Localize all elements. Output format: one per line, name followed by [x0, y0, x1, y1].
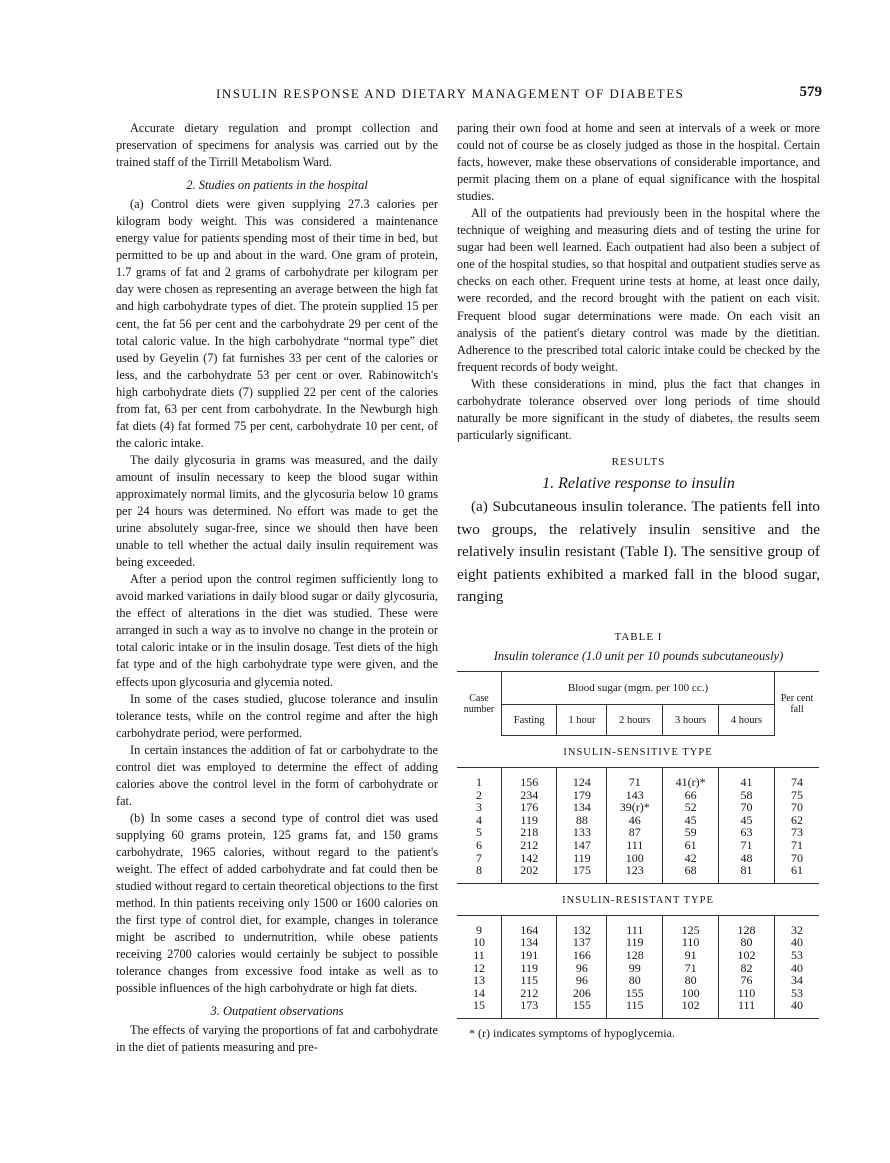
table-cell: 137 [557, 936, 607, 949]
table-cell: 175 [557, 864, 607, 883]
table-cell: 80 [663, 974, 719, 987]
table-cell: 110 [737, 985, 756, 1000]
running-header [116, 86, 822, 108]
table-cell: 71 [775, 839, 820, 852]
column-header-2-hours: 2 hours [607, 705, 663, 736]
paragraph: With these considerations in mind, plus the fact that changes in carbohydrate tolerance observed over long periods of time should naturally be more significant in the study of diabetes, the results seem particularly significant. [457, 376, 820, 442]
table-cell: 119 [502, 814, 557, 827]
left-column [116, 120, 438, 1057]
table-cell: 70 [775, 852, 820, 865]
table-row [457, 768, 819, 789]
paragraph: All of the outpatients had previously been in the hospital where the technique of weighing and measuring diets and of testing the urine for sugar had been well learned. Each outpatient had also been a subject of one of the hospital studies, so that hospital and outpatient studies serve as checks on each other. Frequent urine tests at home, at least once daily, were recorded, and the record brought with the patient on each visit. Frequent blood sugar determinations were made. On each visit an analysis of the patient's dietary control was made by the dietitian. Adherence to the prescribed total caloric intake could be checked by the frequent records of body weight. [457, 206, 820, 374]
table-cell: 202 [502, 864, 557, 883]
column-header-fasting: Fasting [502, 705, 557, 736]
column-header-percent-fall: Per cent fall [775, 672, 820, 736]
table-cell: 102 [663, 999, 719, 1018]
table-cell: 40 [775, 936, 820, 949]
table-cell: 111 [607, 915, 663, 936]
table-cell: 82 [740, 960, 753, 975]
table-cell: 110 [663, 936, 719, 949]
table-cell: 11 [457, 949, 502, 962]
paragraph: Accurate dietary regulation and prompt collection and preservation of specimens for analysis was carried out by the trained staff of the Tirrill Metabolism Ward. [116, 121, 438, 170]
table-cell: 164 [502, 915, 557, 936]
table-cell: 128 [737, 922, 756, 937]
table-cell: 66 [663, 789, 719, 802]
table-cell: 73 [775, 826, 820, 839]
table-cell: 53 [775, 949, 820, 962]
table-cell: 41 [740, 775, 753, 790]
table-cell: 147 [557, 839, 607, 852]
table-cell: 13 [457, 974, 502, 987]
table-cell: 234 [502, 789, 557, 802]
table-cell: 14 [457, 987, 502, 1000]
page-number: 579 [799, 84, 822, 100]
table-cell: 5 [457, 826, 502, 839]
column-header-1-hour: 1 hour [557, 705, 607, 736]
table-cell: 71 [607, 768, 663, 789]
table-cell: 134 [502, 936, 557, 949]
table-cell: 53 [775, 987, 820, 1000]
table-cell: 61 [663, 839, 719, 852]
subsection-heading: 1. Relative response to insulin [542, 474, 735, 492]
table-cell: 111 [719, 999, 775, 1018]
table-cell: 46 [607, 814, 663, 827]
table-cell: 45 [663, 814, 719, 827]
table-cell: 96 [557, 974, 607, 987]
column-header-case: Case number [457, 672, 502, 736]
table-cell: 100 [663, 987, 719, 1000]
table-cell: 155 [607, 987, 663, 1000]
table-cell: 61 [775, 864, 820, 883]
table-cell: 166 [557, 949, 607, 962]
table-row [457, 999, 819, 1018]
paragraph: In certain instances the addition of fat or carbohydrate to the control diet was employed to determine the effect of adding calories above the control level in the form of carbohydrate or fat. [116, 742, 438, 808]
table-cell: 88 [557, 814, 607, 827]
right-column [457, 120, 820, 1042]
table-cell: 6 [457, 839, 502, 852]
table-cell: 80 [740, 935, 753, 950]
paragraph: The effects of varying the proportions of fat and carbohydrate in the diet of patients measuring and pre- [116, 1023, 438, 1055]
table-cell: 68 [663, 864, 719, 883]
table-cell: 134 [557, 801, 607, 814]
table-cell: 125 [663, 915, 719, 936]
table-cell: 70 [740, 800, 753, 815]
table-cell: 218 [502, 826, 557, 839]
table-cell: 62 [775, 814, 820, 827]
table-cell: 80 [607, 974, 663, 987]
table-cell: 191 [502, 949, 557, 962]
table-cell: 48 [740, 850, 753, 865]
insulin-tolerance-table [457, 671, 819, 1019]
section-heading: 3. Outpatient observations [210, 1004, 344, 1019]
column-header-blood-sugar: Blood sugar (mgm. per 100 cc.) [502, 672, 775, 705]
table-cell: 4 [457, 814, 502, 827]
table-cell: 102 [737, 948, 756, 963]
table-cell: 206 [557, 987, 607, 1000]
results-heading: RESULTS [611, 455, 666, 468]
table-cell: 156 [502, 768, 557, 789]
table-row [457, 864, 819, 883]
table-cell: 132 [557, 915, 607, 936]
table-row [457, 801, 819, 814]
table-cell: 133 [557, 826, 607, 839]
table-cell: 111 [607, 839, 663, 852]
table-title: Insulin tolerance (1.0 unit per 10 pounds subcutaneously) [493, 649, 784, 663]
table-cell: 100 [607, 852, 663, 865]
group-header-sensitive: INSULIN-SENSITIVE TYPE [457, 736, 819, 768]
group-header-resistant: INSULIN-RESISTANT TYPE [457, 883, 819, 915]
table-cell: 70 [775, 801, 820, 814]
table-row [457, 839, 819, 852]
table-cell: 59 [663, 826, 719, 839]
table-cell: 75 [775, 789, 820, 802]
column-header-4-hours: 4 hours [719, 705, 775, 736]
table-cell: 143 [607, 789, 663, 802]
table-cell: 45 [740, 812, 753, 827]
column-header-3-hours: 3 hours [663, 705, 719, 736]
table-cell: 8 [457, 864, 502, 883]
table-cell: 76 [740, 973, 753, 988]
paragraph: paring their own food at home and seen at intervals of a week or more could not of course be as closely judged as those in the hospital. Certain facts, however, make these observations of considerable importance, and permit placing them on a plane of equal significance with the hospital studies. [457, 121, 820, 204]
paragraph: The daily glycosuria in grams was measured, and the daily amount of insulin necessary to keep the blood sugar within approximately normal limits, and the glycosuria below 10 grams per 24 hours was determined. No effort was made to get the urine absolutely sugar-free, since we should then have been unable to tell whether the actual daily insulin requirement was being exceeded. [116, 452, 438, 570]
table-cell: 155 [557, 999, 607, 1018]
table-cell: 119 [502, 962, 557, 975]
table-cell: 173 [502, 999, 557, 1018]
table-cell: 3 [457, 801, 502, 814]
table-cell: 91 [663, 949, 719, 962]
table-cell: 212 [502, 987, 557, 1000]
table-cell: 39(r)* [607, 801, 663, 814]
table-cell: 12 [457, 962, 502, 975]
table-cell: 81 [719, 864, 775, 883]
table-cell: 99 [607, 962, 663, 975]
paragraph: (a) Subcutaneous insulin tolerance. The patients fell into two groups, the relatively insulin sensitive and the relatively insulin resistant (Table I). The sensitive group of eight patients exhibited a marked fall in the blood sugar, ranging [457, 497, 820, 606]
paragraph: After a period upon the control regimen sufficiently long to avoid marked variations in daily blood sugar or daily glycosuria, the effect of alterations in the diet was studied. These were arranged in such a way as to involve no change in the protein or total caloric intake or in the insulin dosage. Test diets of the high fat type and of the high carbohydrate type were given, and the effects upon glycosuria and glycemia noted. [116, 572, 438, 689]
table-cell: 119 [557, 852, 607, 865]
table-cell: 52 [663, 801, 719, 814]
table-cell: 176 [502, 801, 557, 814]
table-cell: 212 [502, 839, 557, 852]
table-cell: 2 [457, 789, 502, 802]
table-cell: 32 [775, 915, 820, 936]
table-caption: TABLE I [614, 630, 663, 643]
table-cell: 74 [775, 768, 820, 789]
table-cell: 10 [457, 936, 502, 949]
table-cell: 71 [663, 962, 719, 975]
table-cell: 41(r)* [663, 768, 719, 789]
table-cell: 40 [775, 999, 820, 1018]
table-cell: 142 [502, 852, 557, 865]
table-cell: 119 [607, 936, 663, 949]
paragraph: (b) In some cases a second type of control diet was used supplying 60 grams protein, 125 grams fat, and 150 grams carbohydrate, 1965 calories, without regard to the patient's weight. The effect of added carbohydrate and fat could then be studied without regard to certain theoretical objections to the first method. In thin patients receiving only 1500 or 1600 calories on the first type of control diet, for example, changes in tolerance might be ascribed to undernutrition, while obese patients receiving 2700 calories would certainly be subject to possible tolerance changes from excessive food intake as well as to possible influences of the high carbohydrate or high fat diets. [116, 810, 439, 996]
table-cell: 128 [607, 949, 663, 962]
table-cell: 96 [557, 962, 607, 975]
table-cell: 179 [557, 789, 607, 802]
table-cell: 123 [607, 864, 663, 883]
table-cell: 15 [457, 999, 502, 1018]
table-cell: 58 [740, 787, 753, 802]
table-cell: 63 [740, 825, 753, 840]
table-cell: 34 [775, 974, 820, 987]
table-cell: 87 [607, 826, 663, 839]
table-footnote: * (r) indicates symptoms of hypoglycemia. [469, 1026, 675, 1041]
section-heading: 2. Studies on patients in the hospital [186, 178, 368, 193]
running-title: INSULIN RESPONSE AND DIETARY MANAGEMENT OF DIABETES [216, 86, 685, 101]
table-cell: 115 [502, 974, 557, 987]
table-cell: 42 [663, 852, 719, 865]
table-row [457, 949, 819, 962]
table-cell: 115 [607, 999, 663, 1018]
table-cell: 7 [457, 852, 502, 865]
table-cell: 1 [457, 768, 502, 789]
table-cell: 9 [457, 915, 502, 936]
paragraph: In some of the cases studied, glucose tolerance and insulin tolerance tests, while on the control regime and after the high carbohydrate period, were performed. [116, 691, 438, 740]
table-cell: 71 [740, 838, 753, 853]
table-row [457, 915, 819, 936]
table-cell: 124 [557, 768, 607, 789]
paragraph: (a) Control diets were given supplying 27.3 calories per kilogram body weight. This was considered a maintenance energy value for patients spending most of their time in bed, but permitted to be up and about in the ward. One gram of protein, 1.7 grams of fat and 2 grams of carbohydrate per kilogram per day were chosen as representing an average between the high fat and high carbohydrate types of diet. The protein supplied 15 per cent, the fat 56 per cent and the carbohydrate 29 per cent of the total caloric value. In the high carbohydrate “normal type” diet used by Geyelin (7) fat furnishes 33 per cent of the calories or less, and the carbohydrate 53 per cent or over. Rabinowitch's high carbohydrate diets (7) supplied 22 per cent of the calories from fat, 63 per cent from carbohydrate. In the Newburgh high fat diets (4) fat formed 75 per cent, carbohydrate 10 per cent, of the caloric intake. [116, 197, 438, 450]
table-cell: 40 [775, 962, 820, 975]
table-row [457, 974, 819, 987]
